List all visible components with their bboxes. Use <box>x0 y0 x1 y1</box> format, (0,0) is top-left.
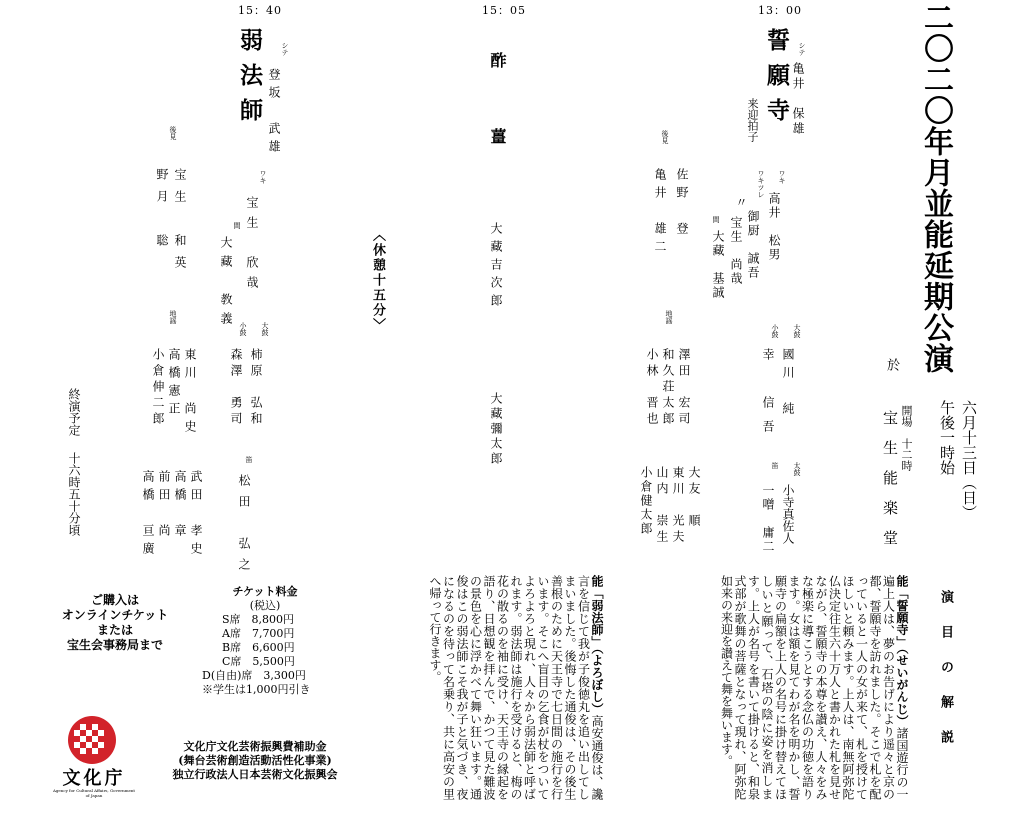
sponsor-line: 文化庁文化芸術振興費補助金 <box>183 740 327 753</box>
doors-open: 開場 十二時 <box>900 405 913 471</box>
yoroboshi-waki-label: ワキ <box>259 170 267 184</box>
seiganji-fue: 一噌 庸二 <box>761 484 775 554</box>
suehiro-time: 15：05 <box>482 4 526 17</box>
seiganji-jiutai-4: 大友 順 <box>687 466 701 530</box>
yoroboshi-fue-label: 笛 <box>245 456 253 463</box>
seiganji-koken2: 亀井 雄二 <box>653 168 667 258</box>
yoroboshi-jiutai-label: 地謡 <box>169 310 177 324</box>
seiganji-time: 13：00 <box>758 4 802 17</box>
agency-logo-sub: Agency for Cultural Affairs, Government of Japan <box>52 788 136 798</box>
yoroboshi-kotsuzumi: 森澤 勇司 <box>229 348 243 428</box>
yoroboshi-kotsuzumi-label: 小鼓 <box>239 322 247 336</box>
sponsor-line: (舞台芸術創造活動活性化事業) <box>178 754 332 767</box>
seiganji-otsuzumi-label: 大鼓 <box>793 324 801 338</box>
yoroboshi-fue: 松田 弘之 <box>237 474 251 579</box>
venue-name: 宝生能楽堂 <box>881 410 899 560</box>
yoroboshi-synopsis-body: 高安通俊は、讒言を信じて我が子俊徳丸を追い出してしまいました。後悔した通俊は、その後生善根のために天王寺で七日間の施行を行います。そこへ盲目の乞食が杖をついてよろよろと現れ、人々から弱法師と呼ばれます。弱法師は施行を受けると、梅の花の散るのを袖に受け、天王寺の縁起を語り、日想観を拝んで、かつて見た難波の景色を心に浮かべて舞い狂います。通俊はこの弱法師こそ我が子と気づき、夜になるのを待って名乗り、共に高安の里へ帰って行きます。 <box>428 575 604 801</box>
seiganji-koken1: 佐野 登 <box>675 168 689 240</box>
seiganji-kotsuzumi-label: 小鼓 <box>771 324 779 338</box>
yoroboshi-jiutai-6: 前田 尚 <box>157 470 171 542</box>
yoroboshi-shite-label: シテ <box>281 42 289 56</box>
yoroboshi-ai-label: 間 <box>233 222 241 229</box>
ticket-panel <box>200 585 330 697</box>
end-label: 終演予定 <box>67 388 81 436</box>
agency-logo <box>52 712 136 802</box>
sponsor-credit <box>140 740 370 782</box>
seiganji-fue-label: 笛 <box>771 462 779 469</box>
ticket-row: A席 7,700円 <box>222 627 295 640</box>
yoroboshi-synopsis <box>378 575 603 800</box>
seiganji-jiutai-2: 和久荘太郎 <box>661 348 675 428</box>
seiganji-shite: 亀井 保雄 <box>791 62 805 137</box>
student-discount: ※学生は1,000円引き <box>202 683 311 696</box>
purchase-line: オンラインチケット <box>61 608 169 622</box>
seiganji-jiutai-5: 東川 光夫 <box>671 466 685 546</box>
seiganji-wakitsure2: 宝生 尚哉 <box>729 216 743 286</box>
seiganji-synopsis-body: 諸国遊行の一遍上人は、夢のお告げにより遥々と京の都、誓願寺を訪れました。そこで札を配っていると一人の女が来て、札を授けてほしいと頼みます。上人は、南無阿弥陀仏決定往生六十万人と書かれた札を見せながら、誓願寺の本尊を讃え、人々をみな極楽に導こうとする念仏の功徳を語ります。女は額を見てわが名を明かし、誓願寺の扁額を上人の名号に掛け替えてほしいと願って、石塔の陰に姿を消します。上人が名号を書いて掛けると、和泉式部が歌舞の菩薩となって現れ、阿弥陀如来の来迎を讃えて舞を舞います。 <box>719 575 909 801</box>
seiganji-wakitsure1: 御厨 誠吾 <box>746 210 760 280</box>
seiganji-waki-label: ワキ <box>778 170 786 184</box>
start-time: 午後一時始 <box>938 400 956 475</box>
ticket-tax: (税込) <box>249 599 281 612</box>
suehiro-cast1: 大藏吉次郎 <box>489 222 503 312</box>
seiganji-title: 誓願寺 <box>763 28 790 133</box>
seiganji-jiutai-1: 澤田 宏司 <box>677 348 691 428</box>
yoroboshi-otsuzumi-label: 大鼓 <box>261 322 269 336</box>
performance-date: 六月十三日（日） <box>960 400 978 520</box>
ticket-row: C席 5,500円 <box>222 655 295 668</box>
suehiro-title: 酢薑 <box>488 52 507 204</box>
seiganji-waki: 高井 松男 <box>767 192 781 262</box>
seiganji-synopsis <box>598 575 908 800</box>
yoroboshi-jiutai-7: 高橋 亘廣 <box>141 470 155 560</box>
yoroboshi-otsuzumi: 柿原 弘和 <box>249 348 263 428</box>
yoroboshi-koken-label: 後見 <box>169 126 177 140</box>
synopsis-heading: 演目の解説 <box>938 590 953 765</box>
yoroboshi-jiutai-1: 東川 尚史 <box>183 348 197 438</box>
seiganji-kotsuzumi: 幸 信吾 <box>761 348 775 444</box>
end-time: 十六時五十分頃 <box>67 452 81 536</box>
yoroboshi-jiutai-4: 武田 孝史 <box>189 470 203 560</box>
seiganji-jiutai-6: 小倉健太郎 <box>639 466 653 536</box>
suehiro-cast2: 大藏彌太郎 <box>489 392 503 467</box>
ticket-row: D(自由)席 3,300円 <box>202 669 306 682</box>
sponsor-line: 独立行政法人日本芸術文化振興会 <box>172 768 338 781</box>
seiganji-jiutai-7: 山内 崇生 <box>655 466 669 546</box>
purchase-line: 宝生会事務局まで <box>66 638 163 652</box>
seiganji-jiutai-label: 地謡 <box>665 310 673 324</box>
yoroboshi-jiutai-2: 高橋憲正 <box>167 348 181 420</box>
purchase-line: または <box>96 623 133 637</box>
yoroboshi-waki: 宝生 欣哉 <box>245 196 259 296</box>
main-title: 二〇二〇年月並能延期公演 <box>918 2 953 374</box>
seiganji-ditto-mark: 〃 <box>734 196 748 208</box>
yoroboshi-time: 15：40 <box>238 4 282 17</box>
ticket-title: チケット料金 <box>232 585 298 598</box>
seiganji-ai-label: 間 <box>712 216 720 223</box>
intermission: 〈休憩十五分〉 <box>370 228 385 333</box>
purchase-info <box>40 593 190 653</box>
seiganji-koken-label: 後見 <box>661 130 669 144</box>
seiganji-otsuzumi: 國川 純 <box>781 348 795 420</box>
yoroboshi-jiutai-5: 高橋 章 <box>173 470 187 542</box>
yoroboshi-shite: 登坂 武雄 <box>267 68 281 158</box>
yoroboshi-title: 弱法師 <box>236 28 263 133</box>
yoroboshi-jiutai-3: 小倉伸二郎 <box>151 348 165 428</box>
seiganji-taiko-label: 太鼓 <box>793 462 801 476</box>
seiganji-jiutai-3: 小林 晋也 <box>645 348 659 428</box>
seiganji-synopsis-heading: 能「誓願寺」（せいがんじ） <box>895 575 909 728</box>
yoroboshi-koken1: 宝生 和英 <box>173 168 187 278</box>
yoroboshi-koken2: 野月 聡 <box>155 168 169 256</box>
place-prefix: 於 <box>884 358 899 371</box>
agency-logo-text: 文化庁 <box>62 768 126 789</box>
seiganji-taiko: 小寺真佐人 <box>781 484 795 544</box>
purchase-line: ご購入は <box>90 593 139 607</box>
seiganji-ai: 大藏 基誠 <box>711 230 725 300</box>
ticket-row: S席 8,800円 <box>222 613 295 626</box>
yoroboshi-ai: 大藏 教義 <box>219 236 233 331</box>
seiganji-wakitsure-label: ワキツレ <box>757 170 765 198</box>
ticket-row: B席 6,600円 <box>222 641 295 654</box>
yoroboshi-synopsis-heading: 能「弱法師」（よろぼし） <box>590 575 604 715</box>
seiganji-raigou-label: 来迎拍子 <box>746 98 759 142</box>
seiganji-shite-label: シテ <box>798 42 806 56</box>
